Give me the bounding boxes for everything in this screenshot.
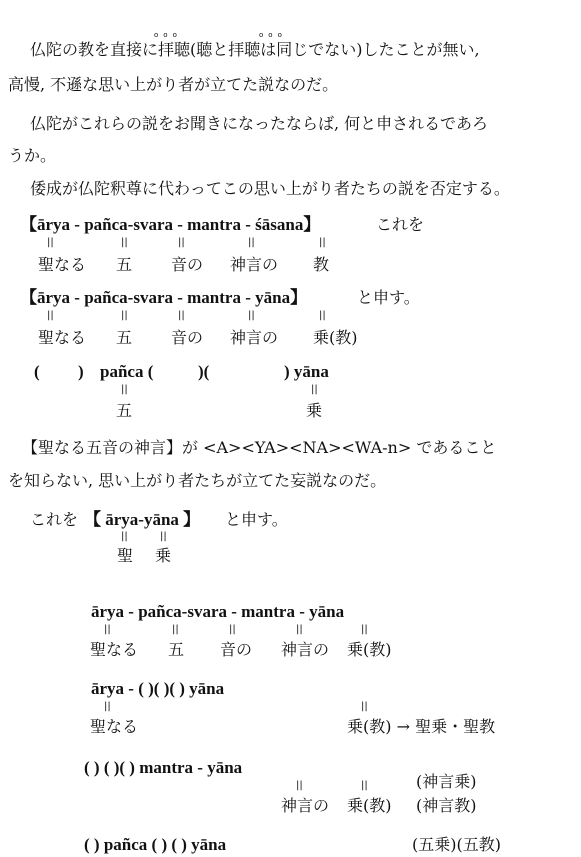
gloss-bar: || bbox=[229, 624, 236, 635]
gloss: 神言の bbox=[230, 255, 279, 274]
gloss-bar: || bbox=[104, 701, 111, 712]
gloss: 神言の bbox=[281, 796, 330, 815]
gloss-bar: || bbox=[121, 531, 128, 542]
gloss: 五 bbox=[116, 401, 133, 420]
gloss-bar: || bbox=[361, 780, 368, 791]
emphasis-dots: ooo bbox=[259, 31, 287, 39]
gloss-bar: || bbox=[47, 237, 54, 248]
paragraph-1-line-1: 仏陀の教を直接に拝聴(聴と拝聴は同じでない)したことが無い, bbox=[30, 40, 480, 59]
block4-suffix: と申す。 bbox=[225, 510, 288, 529]
gloss: 乗 bbox=[155, 546, 172, 565]
gloss: 聖なる bbox=[38, 328, 87, 347]
gloss: 聖なる bbox=[38, 255, 87, 274]
gloss-bar: || bbox=[160, 531, 167, 542]
diagram-row-4-sanskrit: ( ) pañca ( ) ( ) yāna bbox=[84, 835, 227, 854]
gloss: 聖 bbox=[117, 546, 134, 565]
paragraph-5: これを bbox=[30, 510, 79, 529]
gloss: 乗(教) bbox=[313, 328, 358, 347]
gloss-bar: || bbox=[319, 237, 326, 248]
diagram-row-3-side-label: (神言乗) bbox=[416, 772, 477, 791]
gloss: 五 bbox=[116, 255, 133, 274]
paragraph-1-line-2: 高慢, 不遜な思い上がり者が立てた説なのだ。 bbox=[8, 75, 339, 94]
gloss: 五 bbox=[116, 328, 133, 347]
gloss: 神言の bbox=[281, 640, 330, 659]
sanskrit-panca: pañca ( bbox=[100, 362, 154, 381]
block1-suffix: これを bbox=[376, 215, 425, 234]
gloss-bar: || bbox=[121, 310, 128, 321]
gloss-bar: || bbox=[178, 310, 185, 321]
gloss-bar: || bbox=[104, 624, 111, 635]
gloss-bar: || bbox=[178, 237, 185, 248]
gloss-bar: || bbox=[121, 237, 128, 248]
diagram-row-2-sanskrit: ārya - ( )( )( ) yāna bbox=[91, 679, 225, 698]
paragraph-2-line-1: 仏陀がこれらの説をお聞きになったならば, 何と申されるであろ bbox=[30, 114, 489, 133]
gloss: 乗(教) bbox=[347, 796, 392, 815]
sanskrit-yana: ) yāna bbox=[284, 362, 329, 381]
gloss-bar: || bbox=[296, 624, 303, 635]
paren-close: ) bbox=[78, 362, 84, 381]
diagram-row-3-sanskrit: ( ) ( )( ) mantra - yāna bbox=[84, 758, 243, 777]
gloss-bar: || bbox=[172, 624, 179, 635]
gloss-bar: || bbox=[361, 624, 368, 635]
paragraph-2-line-2: うか。 bbox=[8, 146, 57, 165]
gloss: 音の bbox=[171, 255, 204, 274]
gloss: 聖なる bbox=[90, 640, 139, 659]
gloss: 乗 bbox=[306, 401, 323, 420]
diagram-row-4-side-label: (五乗)(五教) bbox=[412, 835, 501, 854]
gloss: 音の bbox=[220, 640, 253, 659]
gloss-bar: || bbox=[311, 384, 318, 395]
block2-suffix: と申す。 bbox=[357, 288, 420, 307]
paragraph-3: 倭成が仏陀釈尊に代わってこの思い上がり者たちの説を否定する。 bbox=[30, 179, 510, 198]
gloss-bar: || bbox=[121, 384, 128, 395]
paren-open: ( bbox=[34, 362, 40, 381]
sanskrit-term-yana: 【ārya - pañca-svara - mantra - yāna】 bbox=[20, 288, 308, 307]
gloss: 乗(教) → 聖乗・聖教 bbox=[347, 717, 496, 736]
paragraph-4-line-2: を知らない, 思い上がり者たちが立てた妄説なのだ。 bbox=[8, 471, 387, 490]
gloss: 音の bbox=[171, 328, 204, 347]
gloss: 聖なる bbox=[90, 717, 139, 736]
diagram-row-1-sanskrit: ārya - pañca-svara - mantra - yāna bbox=[91, 602, 345, 621]
gloss-bar: || bbox=[319, 310, 326, 321]
gloss-bar: || bbox=[248, 237, 255, 248]
gloss: 神言の bbox=[230, 328, 279, 347]
sanskrit-term-sasana: 【ārya - pañca-svara - mantra - śāsana】 bbox=[20, 215, 321, 234]
gloss-bar: || bbox=[248, 310, 255, 321]
gloss: 乗(教) bbox=[347, 640, 392, 659]
diagram-row-3-side-label: (神言教) bbox=[416, 796, 477, 815]
gloss-bar: || bbox=[361, 701, 368, 712]
gloss: 教 bbox=[313, 255, 330, 274]
emphasis-dots: ooo bbox=[154, 31, 182, 39]
paren-pair: )( bbox=[198, 362, 210, 381]
paragraph-4-line-1: 【聖なる五音の神言】が <A><YA><NA><WA-n> であること bbox=[22, 438, 497, 457]
gloss-bar: || bbox=[296, 780, 303, 791]
gloss-bar: || bbox=[47, 310, 54, 321]
gloss: 五 bbox=[168, 640, 185, 659]
sanskrit-arya-yana: 【 ārya-yāna 】 bbox=[84, 510, 201, 529]
